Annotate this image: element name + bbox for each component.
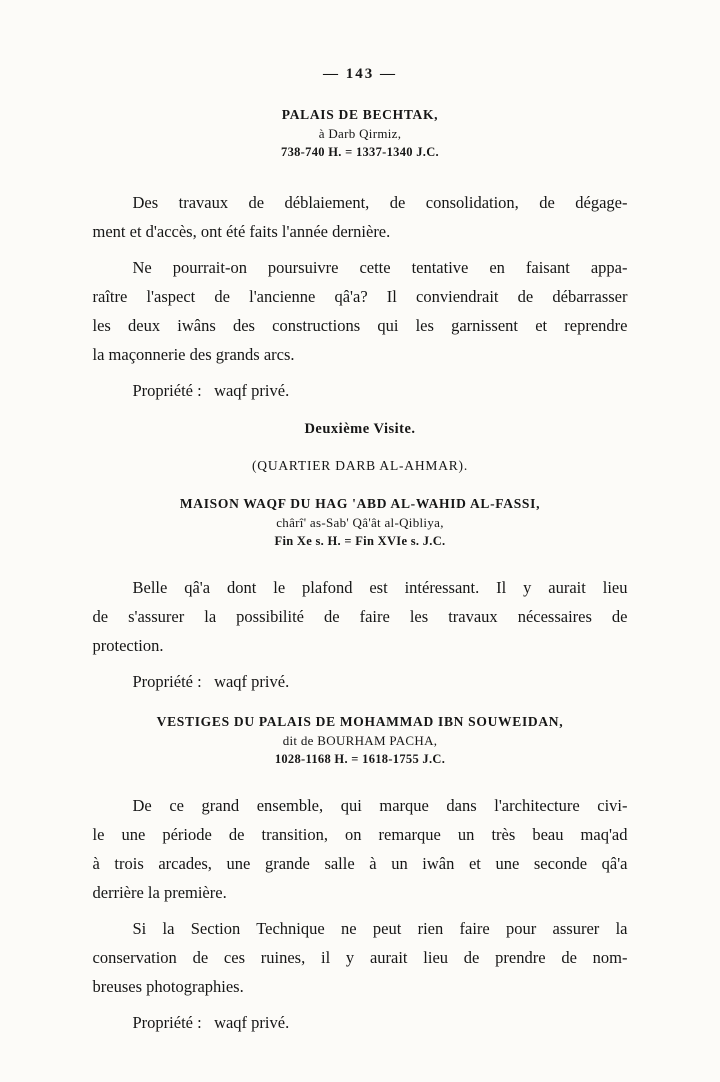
section-title: MAISON WAQF DU HAG 'ABD AL-WAHID AL-FASSI, bbox=[179, 496, 541, 511]
paragraph bbox=[93, 253, 628, 369]
text-line: protection. bbox=[92, 636, 164, 655]
section-heading-souweidan bbox=[93, 712, 628, 769]
quarter-heading: (QUARTIER DARB AL-AHMAR). bbox=[251, 458, 469, 473]
visit-heading: Deuxième Visite. bbox=[304, 421, 416, 437]
text-line: le une période de transition, on remarque un très beau maq'ad bbox=[92, 825, 628, 844]
text-line: ment et d'accès, ont été faits l'année dernière. bbox=[92, 222, 391, 241]
text-line: Belle qâ'a dont le plafond est intéressant. Il y aurait lieu bbox=[132, 578, 628, 597]
text-line: raître l'aspect de l'ancienne qâ'a? Il conviendrait de débarrasser bbox=[92, 287, 628, 306]
section-subtitle: dit de BOURHAM PACHA, bbox=[282, 733, 438, 748]
text-line: derrière la première. bbox=[92, 883, 227, 902]
text-line: breuses photographies. bbox=[92, 977, 244, 996]
ownership-line: Propriété : waqf privé. bbox=[132, 1013, 290, 1032]
text-line: Ne pourrait-on poursuivre cette tentative en faisant appa- bbox=[132, 258, 628, 277]
section-title: VESTIGES DU PALAIS DE MOHAMMAD IBN SOUWEIDAN, bbox=[156, 714, 564, 729]
text-line: Des travaux de déblaiement, de consolidation, de dégage- bbox=[132, 193, 628, 212]
paragraph bbox=[93, 791, 628, 907]
text-line: les deux iwâns des constructions qui les garnissent et reprendre bbox=[92, 316, 628, 335]
ownership-line: Propriété : waqf privé. bbox=[132, 381, 290, 400]
text-line: la maçonnerie des grands arcs. bbox=[92, 345, 295, 364]
paragraph bbox=[93, 573, 628, 660]
section-heading-fassi bbox=[93, 494, 628, 551]
page-number: — 143 — bbox=[323, 66, 397, 82]
section-dates: 738-740 H. = 1337-1340 J.C. bbox=[281, 145, 439, 159]
section-dates: Fin Xe s. H. = Fin XVIe s. J.C. bbox=[274, 534, 446, 548]
text-line: Si la Section Technique ne peut rien faire pour assurer la bbox=[132, 919, 628, 938]
section-subtitle: chârî' as-Sab' Qâ'ât al-Qibliya, bbox=[276, 515, 444, 530]
text-line: conservation de ces ruines, il y aurait lieu de prendre de nom- bbox=[92, 948, 628, 967]
text-line: de s'assurer la possibilité de faire les travaux nécessaires de bbox=[92, 607, 628, 626]
page-content bbox=[93, 0, 628, 1037]
ownership-line: Propriété : waqf privé. bbox=[132, 672, 290, 691]
text-line: à trois arcades, une grande salle à un iwân et une seconde qâ'a bbox=[92, 854, 628, 873]
paragraph bbox=[93, 188, 628, 246]
section-subtitle: à Darb Qirmiz, bbox=[318, 126, 402, 141]
paragraph bbox=[93, 914, 628, 1001]
text-line: De ce grand ensemble, qui marque dans l'architecture civi- bbox=[132, 796, 628, 815]
section-heading-bechtak bbox=[93, 105, 628, 162]
section-title: PALAIS DE BECHTAK, bbox=[281, 107, 439, 122]
section-dates: 1028-1168 H. = 1618-1755 J.C. bbox=[274, 752, 446, 766]
